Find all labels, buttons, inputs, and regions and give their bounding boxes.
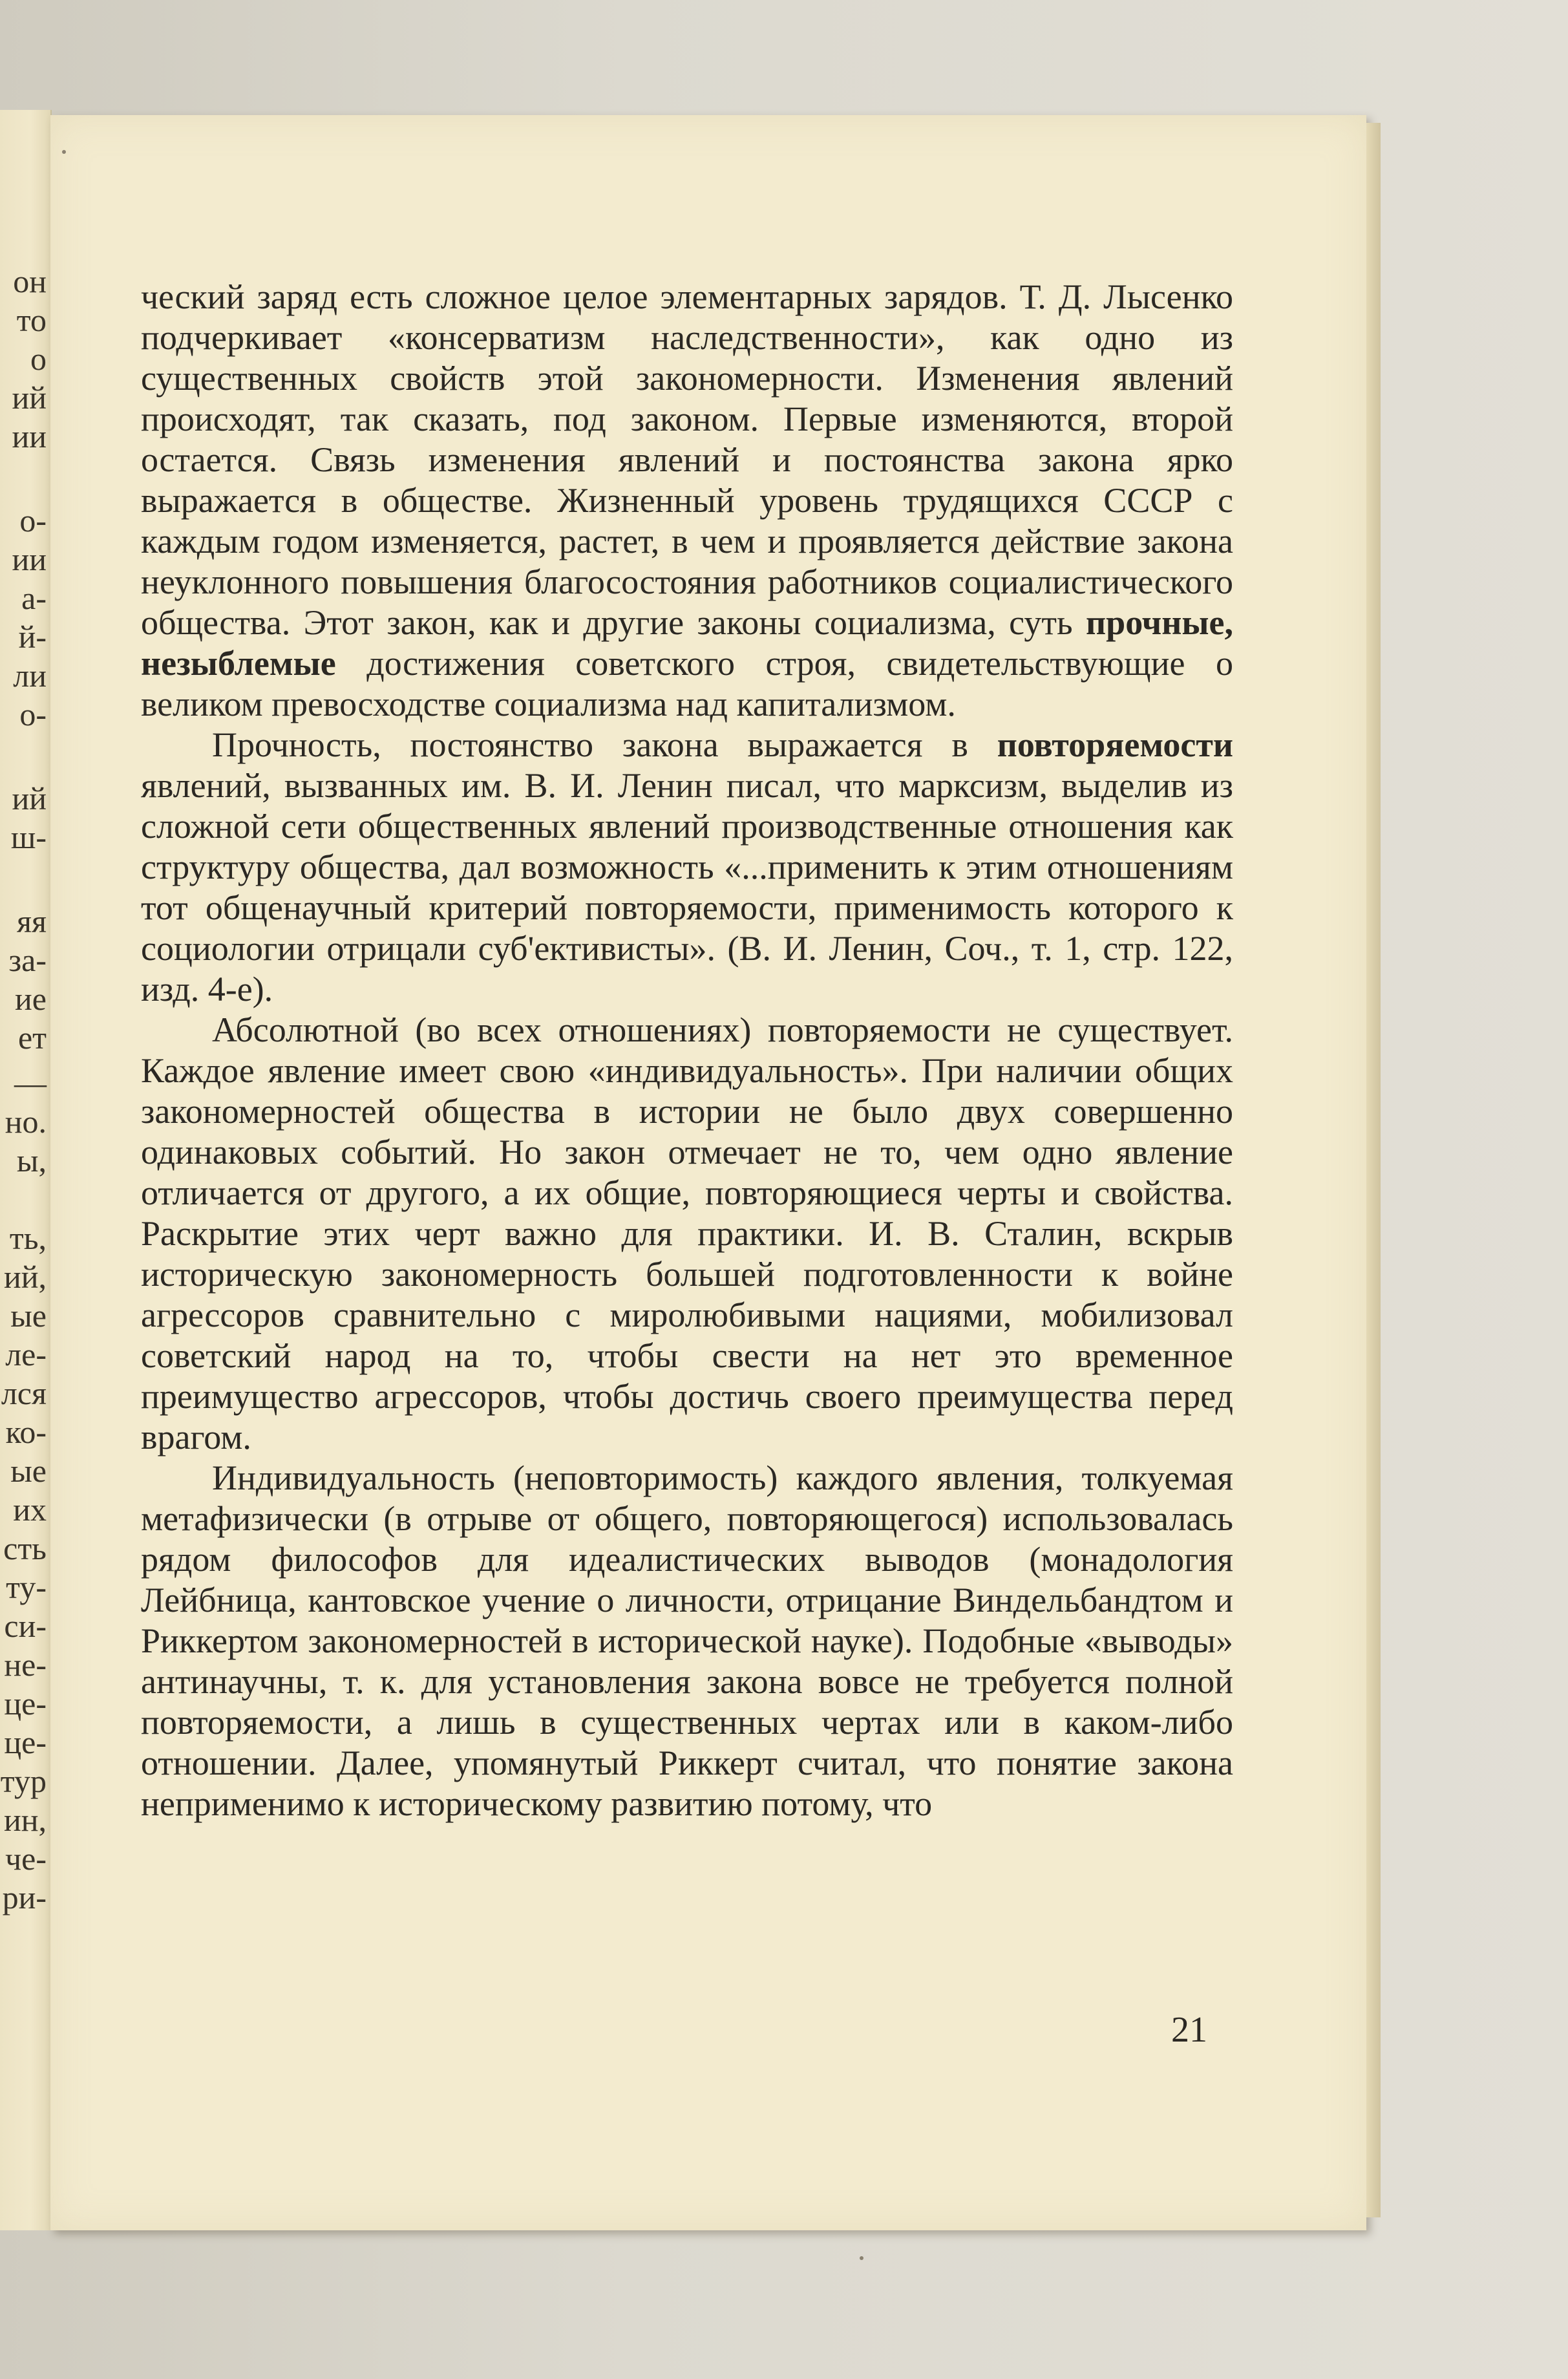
previous-page-fragment: це- xyxy=(4,1685,47,1722)
previous-page-fragment: о- xyxy=(19,696,47,732)
previous-page-fragment: но. xyxy=(5,1104,47,1140)
previous-page-fragment: ко- xyxy=(5,1414,47,1450)
previous-page-fragment: це- xyxy=(4,1724,47,1760)
previous-page-fragment: — xyxy=(14,1065,47,1101)
previous-page-fragment: о- xyxy=(19,502,47,539)
previous-page-fragment: й- xyxy=(18,619,47,655)
previous-page-fragment: сть xyxy=(3,1530,47,1566)
previous-page-edge xyxy=(0,110,52,2230)
previous-page-fragment: а- xyxy=(21,580,47,616)
paragraph xyxy=(141,1010,1233,1458)
previous-page-fragment: ы, xyxy=(16,1142,47,1179)
text-run: Прочность, постоянство закона выражается в xyxy=(212,725,997,764)
previous-page-fragment: ле- xyxy=(5,1336,47,1372)
previous-page-fragment: он xyxy=(13,263,47,299)
emphasized-text: прочные, незыблемые xyxy=(141,603,1233,683)
previous-page-fragment: ии xyxy=(12,418,47,454)
previous-page-fragment: ин, xyxy=(3,1802,47,1838)
previous-page-fragment: ые xyxy=(10,1297,47,1334)
previous-page-fragment: ту- xyxy=(6,1569,47,1605)
text-run: Абсолютной (во всех отношениях) повторяемости не существует. Каждое явление имеет свою «индивидуальность». При наличии общих закономерностей общества в истории не было двух совершенно одинаковых событий. Но закон отмечает не то, чем одно явление отличается от другого, а их общие, повторяющиеся черты и свойства. Раскрытие этих черт важно для практики. И. В. Сталин, вскрыв историческую закономерность большей подготовленности к войне агрессоров сравнительно с миролюбивыми нациями, мобилизовал советский народ на то, чтобы свести на нет это временное преимущество агрессоров, чтобы достичь своего преимущества перед врагом. xyxy=(141,1010,1233,1456)
previous-page-fragment: ие xyxy=(15,981,47,1017)
previous-page-fragment: яя xyxy=(17,903,47,939)
page-edge-shadow xyxy=(1366,123,1381,2217)
previous-page-fragment: о xyxy=(30,341,47,377)
previous-page-fragment: ть, xyxy=(9,1220,47,1256)
paragraph xyxy=(141,277,1233,725)
previous-page-fragment: ий, xyxy=(3,1259,47,1295)
previous-page-fragment: ри- xyxy=(2,1879,47,1915)
text-run: ческий заряд есть сложное целое элементарных зарядов. Т. Д. Лысенко подчеркивает «консерватизм наследственности», как одно из существенных свойств этой закономерности. Изменения явлений происходят, так сказать, под законом. Первые изменяются, второй остается. Связь изменения явлений и постоянства закона ярко выражается в обществе. Жизненный уровень трудящихся СССР с каждым годом изменяется, растет, в чем и проявляется действие закона неуклонного повышения благосостояния работников социалистического общества. Этот закон, как и другие законы социализма, суть xyxy=(141,277,1233,642)
previous-page-fragment: тур xyxy=(0,1763,47,1799)
body-text xyxy=(141,277,1233,1824)
previous-page-fragment: ли xyxy=(13,657,47,694)
previous-page-fragment: ш- xyxy=(10,819,47,855)
previous-page-fragment: их xyxy=(13,1491,47,1528)
previous-page-fragment: си- xyxy=(4,1608,47,1644)
previous-page-fragment: не- xyxy=(4,1647,47,1683)
text-run: явлений, вызванных им. В. И. Ленин писал, что марксизм, выделив из сложной сети общественных явлений производственные отношения как структуру общества, дал возможность «...применить к этим отношениям тот общенаучный критерий повторяемости, применимость которого к социологии отрицали суб'ективисты». (В. И. Ленин, Соч., т. 1, стр. 122, изд. 4-е). xyxy=(141,766,1233,1008)
previous-page-fragment: ий xyxy=(12,780,47,816)
previous-page-fragment: то xyxy=(16,302,47,338)
text-run: достижения советского строя, свидетельствующие о великом превосходстве социализма над капитализмом. xyxy=(141,644,1233,723)
book-page xyxy=(50,115,1366,2230)
previous-page-fragment: ет xyxy=(17,1019,47,1056)
text-run: Индивидуальность (неповторимость) каждого явления, толкуемая метафизически (в отрыве от общего, повторяющегося) использовалась рядом философов для идеалистических выводов (монадология Лейбница, кантовское учение о личности, отрицание Виндельбандтом и Риккертом закономерностей в исторической науке). Подобные «выводы» антинаучны, т. к. для установления закона вовсе не требуется полной повторяемости, а лишь в существенных чертах или в каком-либо отношении. Далее, упомянутый Риккерт считал, что понятие закона неприменимо к историческому развитию потому, что xyxy=(141,1458,1233,1823)
previous-page-fragment: ий xyxy=(12,379,47,416)
speck xyxy=(860,2256,863,2260)
emphasized-text: повторяемости xyxy=(997,725,1233,764)
paragraph xyxy=(141,1458,1233,1824)
paragraph xyxy=(141,725,1233,1010)
page-number: 21 xyxy=(1171,2010,1207,2050)
previous-page-fragment: за- xyxy=(8,942,47,978)
previous-page-fragment: лся xyxy=(1,1375,47,1411)
previous-page-fragment: ии xyxy=(12,541,47,577)
previous-page-fragment: че- xyxy=(5,1840,47,1877)
previous-page-fragment: ые xyxy=(10,1453,47,1489)
speck xyxy=(62,150,66,154)
